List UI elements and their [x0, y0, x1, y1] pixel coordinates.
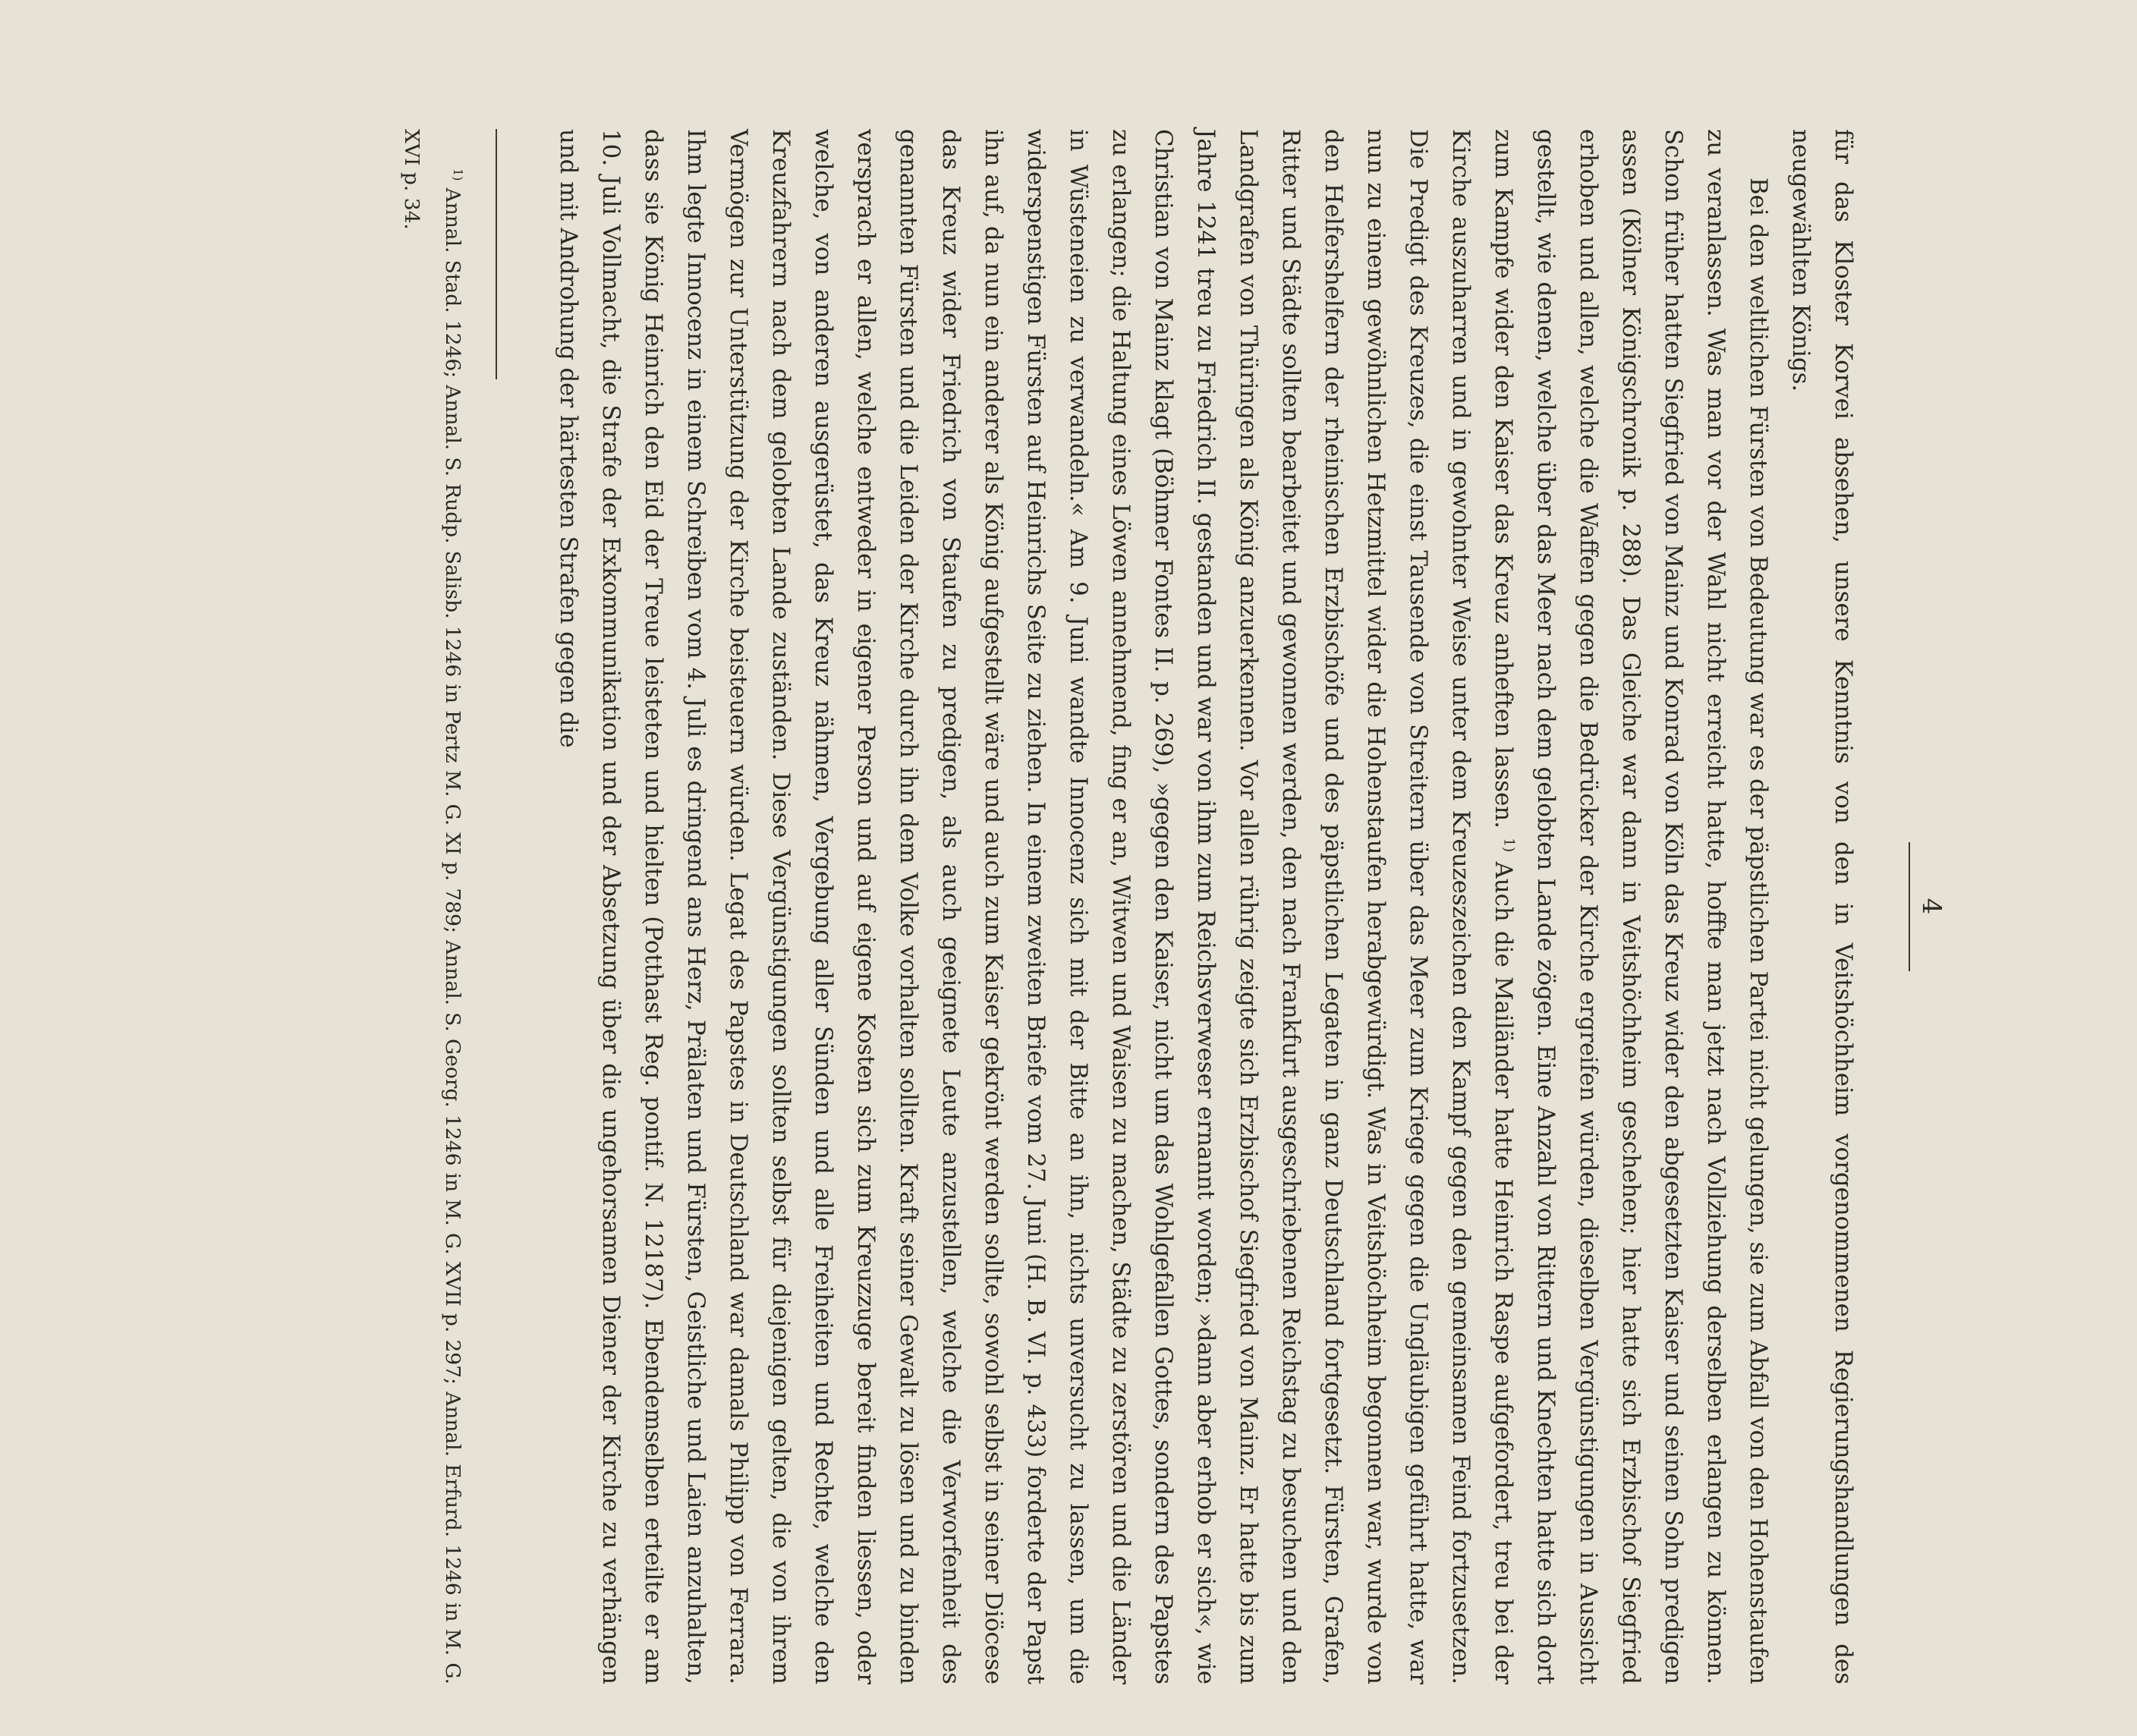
footnote-text — [391, 129, 473, 1684]
paragraph-main-continued: Auch die Mailänder hatte Heinrich Raspe aufgefordert, treu bei der Kirche auszuharren und in gewohnter Weise unter dem Kreuzeszeichen den Kampf gegen den gemeinsamen Feind fortzusetzen. Die Predigt des Kreuzes, die einst Tausende von Streitern über das Meer zum Kriege gegen die Ungläubigen geführt hatte, war nun zu einem gewöhnlichen Hetzmittel wider die Hohenstaufen herabgewürdigt. Was in Veitshöchheim begonnen war, wurde von den Helfershelfern der rheinischen Erzbischöfe und des päpstlichen Legaten in ganz Deutschland fortgesetzt. Fürsten, Grafen, Ritter und Städte sollten bearbeitet und gewonnen werden, den nach Frankfurt ausgeschriebenen Reichstag zu besuchen und den Landgrafen von Thüringen als König anzuerkennen. Vor allen rührig zeigte sich Erzbischof Siegfried von Mainz. Er hatte bis zum Jahre 1241 treu zu Friedrich II. gestanden und war von ihm zum Reichsverweser ernannt worden; »dann aber erhob er sich«, wie Christian von Mainz klagt (Böhmer Fontes II. p. 269), »gegen den Kaiser, nicht um das Wohlgefallen Gottes, sondern des Papstes zu erlangen; die Haltung eines Löwen annehmend, fing er an, Witwen und Waisen zu machen, Städte zu zerstören und die Länder in Wüsteneien zu verwandeln.« Am 9. Juni wandte Innocenz sich mit der Bitte an ihn, nichts unversucht zu lassen, um die widerspenstigen Fürsten auf Heinrichs Seite zu ziehen. In einem zweiten Briefe vom 27. Juni (H. B. VI. p. 433) forderte der Papst ihn auf, da nun ein anderer als König aufgestellt wäre und auch zum Kaiser gekrönt werden sollte, sowohl selbst in seiner Diöcese das Kreuz wider Friedrich von Staufen zu predigen, als auch geeignete Leute anzustellen, welche die Verworfenheit des genannten Fürsten und die Leiden der Kirche durch ihn dem Volke vorhalten sollten. Kraft seiner Gewalt zu lösen und zu binden versprach er allen, welche entweder in eigener Person und auf eigene Kosten sich zum Kreuzzuge bereit finden liessen, oder welche, von anderen ausgerüstet, das Kreuz nähmen, Vergebung aller Sünden und alle Freiheiten und Rechte, welche den Kreuzfahrern nach dem gelobten Lande zuständen. Diese Vergünstigungen sollten selbst für diejenigen gelten, die von ihrem Vermögen zur Unterstützung der Kirche beisteuern würden. Legat des Papstes in Deutschland war damals Philipp von Ferrara. Ihm legte Innocenz in einem Schreiben vom 4. Juli es dringend ans Herz, Prälaten und Fürsten, Geistliche und Laien anzuhalten, dass sie König Heinrich den Eid der Treue leisteten und hielten (Potthast Reg. pontif. N. 12187). Ebendemselben erteilte er am 10. Juli Vollmacht, die Strafe der Exkommunikation und der Absetzung über die ungehorsamen Diener der Kirche zu verhängen und mit Androhung der härtesten Strafen gegen die — [555, 129, 1517, 1684]
paragraph-main-text: Bei den weltlichen Fürsten von Bedeutung war es der päpstlichen Partei nicht gelungen, sie zum Abfall von den Hohenstaufen zu veranlassen. Was man vor der Wahl nicht erreicht hatte, hoffte man jetzt nach Vollziehung derselben erlangen zu können. Schon früher hatten Siegfried von Mainz und Konrad von Köln das Kreuz wider den abgesetzten Kaiser und seinen Sohn predigen assen (Kölner Königschronik p. 288). Das Gleiche war dann in Veitshöchheim geschehen; hier hatte sich Erzbischof Siegfried erhoben und allen, welche die Waffen gegen die Bedrücker der Kirche ergreifen würden, dieselben Vergünstigungen in Aussicht gestellt, wie denen, welche über das Meer nach dem gelobten Lande zögen. Eine Anzahl von Rittern und Knechten hatte sich dort zum Kampfe wider den Kaiser das Kreuz anheften lassen. — [1490, 129, 1772, 1684]
page-number-rule — [1909, 842, 1910, 971]
paragraph-continuation: für das Kloster Korvei absehen, unsere Kenntnis von den in Veitshöchheim vorgenommenen Regierungshandlungen des neugewählten Königs. — [1787, 129, 1857, 1684]
paragraph-main — [547, 129, 1780, 1684]
footnote-marker: 1) — [450, 168, 465, 181]
page-number-area — [1886, 129, 1947, 1684]
rotated-page-content — [201, 129, 1947, 1684]
footnote-rule — [496, 129, 497, 379]
body-text — [547, 129, 1865, 1684]
footnote-body: Annal. Stad. 1246; Annal. S. Rudp. Salisb. 1246 in Pertz M. G. XI p. 789; Annal. S. Georg. 1246 in M. G. XVII p. 297; Annal. Erfurd. 1246 in M. G. XVI p. 34. — [400, 129, 464, 1684]
footnote-reference: 1) — [1500, 838, 1517, 853]
footnote — [391, 129, 473, 1684]
page-number: 4 — [1916, 898, 1947, 916]
